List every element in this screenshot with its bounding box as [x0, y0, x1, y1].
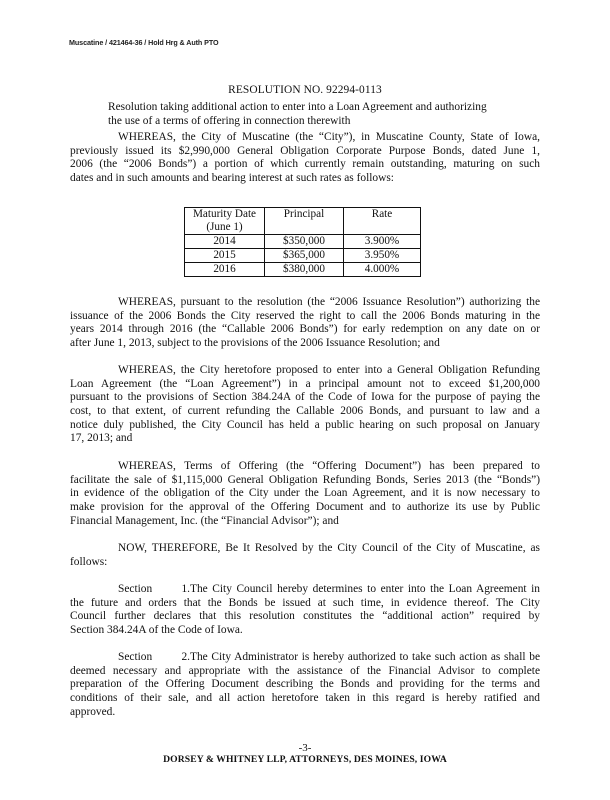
- cell-principal: $380,000: [265, 263, 344, 277]
- resolution-subtitle: [108, 101, 528, 128]
- cell-year: 2015: [185, 249, 265, 263]
- text-line: WHEREAS, pursuant to the resolution (the “2006 Issuance Resolution”) authorizing the: [118, 296, 540, 308]
- column-header-maturity-date: [185, 208, 265, 235]
- text-line: Loan Agreement (the “Loan Agreement”) in a principal amount not to exceed $1,200,000: [70, 377, 540, 390]
- text-line: preparation of the Offering Document describing the Bonds and providing for the terms and: [70, 678, 540, 691]
- table-row: [185, 235, 421, 249]
- text-line: approved.: [70, 705, 116, 718]
- maturity-schedule-table: [184, 207, 421, 277]
- resolution-title: RESOLUTION NO. 92294-0113: [228, 84, 382, 96]
- cell-rate: 4.000%: [344, 263, 421, 277]
- text-line: conditions of their sale, and all action heretofore taken in this regard is hereby ratified and: [70, 692, 540, 705]
- text-line: dates and in such amounts and bearing interest at such rates as follows:: [70, 172, 394, 185]
- text-line: WHEREAS, the City of Muscatine (the “City”), in Muscatine County, State of Iowa,: [118, 131, 540, 143]
- text-line: Financial Management, Inc. (the “Financial Advisor”); and: [70, 514, 339, 527]
- text-line: deemed necessary and appropriate with the assistance of the Financial Advisor to complete: [70, 664, 540, 677]
- column-header-principal: Principal: [265, 208, 344, 235]
- text-line: in evidence of the obligation of the City under the Loan Agreement, and it is now necessary to: [70, 487, 540, 500]
- section-2-label: Section 2.: [118, 651, 190, 663]
- section-2-first-line: The City Administrator is hereby authorized to take such action as shall be: [190, 651, 540, 663]
- text-line: Section 384.24A of the Code of Iowa.: [70, 624, 243, 637]
- text-line: 2006 (the “2006 Bonds”) a portion of which currently remain outstanding, maturing on such: [70, 158, 540, 171]
- text-line: facilitate the sale of $1,115,000 General Obligation Refunding Bonds, Series 2013 (the “Bonds”): [70, 473, 540, 486]
- text-line: Council further declares that this resolution constitutes the “additional action” required by: [70, 610, 540, 623]
- column-header-rate: Rate: [344, 208, 421, 235]
- text-line: NOW, THEREFORE, Be It Resolved by the City Council of the City of Muscatine, as: [118, 542, 540, 554]
- text-line: cost, to that extent, of current refunding the Callable 2006 Bonds, and pursuant to law and a: [70, 405, 540, 418]
- whereas-paragraph-1: [70, 131, 540, 186]
- table-row: [185, 263, 421, 277]
- text-line: follows:: [70, 555, 108, 568]
- text-line: 17, 2013; and: [70, 432, 133, 445]
- whereas-paragraph-3: [70, 364, 540, 446]
- section-2-paragraph: [70, 651, 540, 719]
- text-line: pursuant to the provisions of Section 384.24A of the Code of Iowa for the purpose of paying the: [70, 391, 540, 404]
- section-1-first-line: The City Council hereby determines to enter into the Loan Agreement in: [190, 583, 540, 595]
- section-1-label: Section 1.: [118, 583, 190, 595]
- table-header-row: [185, 208, 421, 235]
- document-reference-header: Muscatine / 421464-36 / Hold Hrg & Auth PTO: [69, 38, 219, 47]
- law-firm-footer: DORSEY & WHITNEY LLP, ATTORNEYS, DES MOINES, IOWA: [163, 754, 447, 765]
- cell-rate: 3.950%: [344, 249, 421, 263]
- cell-principal: $365,000: [265, 249, 344, 263]
- page-number: -3-: [298, 742, 312, 754]
- cell-year: 2014: [185, 235, 265, 249]
- now-therefore-paragraph: [70, 542, 540, 569]
- text-line: [70, 583, 540, 597]
- table-row: [185, 249, 421, 263]
- text-line: years 2014 through 2016 (the “Callable 2006 Bonds”) for early redemption on any date on or: [70, 323, 540, 336]
- subtitle-line: Resolution taking additional action to enter into a Loan Agreement and authorizing: [108, 101, 487, 113]
- text-line: after June 1, 2013, subject to the provisions of the 2006 Issuance Resolution; and: [70, 337, 440, 350]
- whereas-paragraph-4: [70, 460, 540, 528]
- text-line: make provision for the approval of the Offering Document and to authorize its use by Public: [70, 501, 540, 514]
- cell-principal: $350,000: [265, 235, 344, 249]
- text-line: the future and orders that the Bonds be issued at such time, in evidence thereof. The City: [70, 596, 540, 609]
- subtitle-line: the use of a terms of offering in connection therewith: [108, 114, 351, 127]
- text-line: issuance of the 2006 Bonds the City reserved the right to call the 2006 Bonds maturing in the: [70, 309, 540, 322]
- header-text: Maturity Date: [192, 208, 257, 220]
- text-line: previously issued its $2,990,000 General Obligation Corporate Purpose Bonds, dated June 1,: [70, 144, 540, 157]
- whereas-paragraph-2: [70, 296, 540, 351]
- cell-year: 2016: [185, 263, 265, 277]
- text-line: notice duly published, the City Council has held a public hearing on such proposal on January: [70, 418, 540, 431]
- header-text: (June 1): [206, 221, 243, 233]
- section-1-paragraph: [70, 583, 540, 638]
- text-line: [70, 651, 540, 665]
- text-line: WHEREAS, the City heretofore proposed to enter into a General Obligation Refunding: [118, 364, 540, 376]
- cell-rate: 3.900%: [344, 235, 421, 249]
- text-line: WHEREAS, Terms of Offering (the “Offering Document”) has been prepared to: [118, 460, 540, 472]
